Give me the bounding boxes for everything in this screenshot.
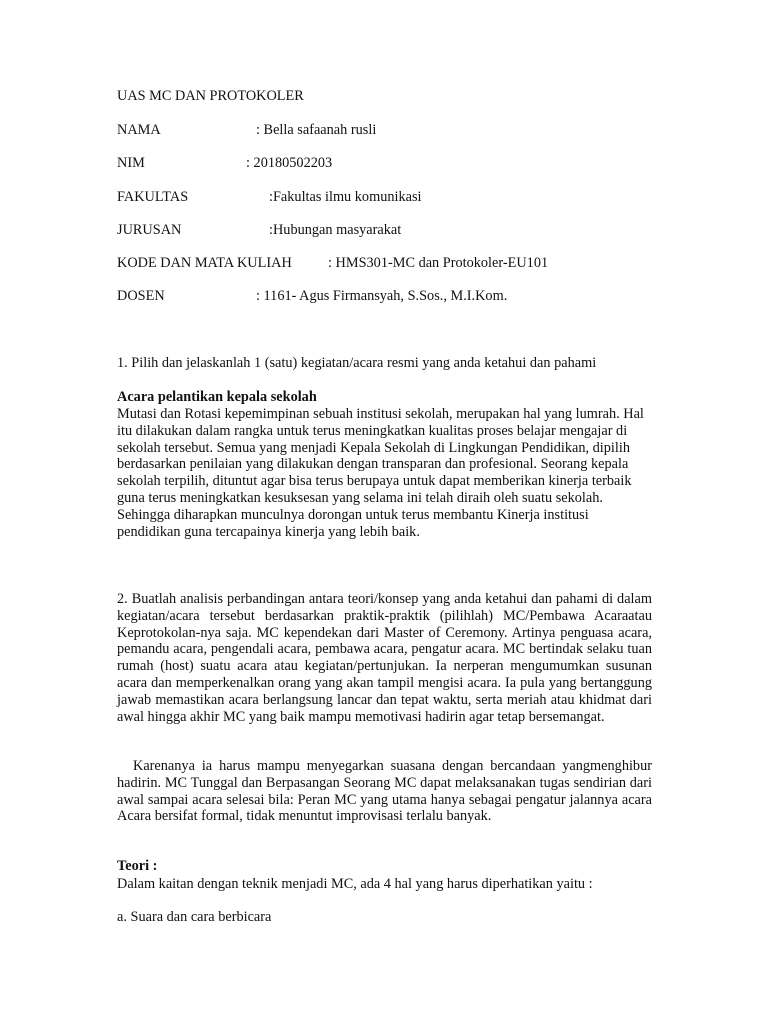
teori-intro: Dalam kaitan dengan teknik menjadi MC, ada 4 hal yang harus diperhatikan yaitu : (117, 876, 593, 892)
document-title: UAS MC DAN PROTOKOLER (117, 88, 304, 104)
answer-2-paragraph: Karenanya ia harus mampu menyegarkan suasana dengan bercandaan yangmenghibur hadirin. MC Tunggal dan Berpasangan Seorang MC dapat melaksanakan tugas sendirian dari awal sampai acara selesai bila: Peran MC yang utama hanya sebagai pengatur jalannya acara Acara bersifat formal, tidak menuntut improvisasi terlalu banyak. (117, 758, 652, 825)
question-2-paragraph: 2. Buatlah analisis perbandingan antara teori/konsep yang anda ketahui dan pahami di dalam kegiatan/acara tersebut berdasarkan praktik-praktik (pilihlah) MC/Pembawa Acaraatau Keprotokolan-nya saja. MC kependekan dari Master of Ceremony. Artinya penguasa acara, pemandu acara, pengendali acara, pembawa acara, pengatur acara. MC bertindak selaku tuan rumah (host) suatu acara atau kegiatan/pertunjukan. Ia nerperan mengumumkan susunan acara dan memperkenalkan orang yang akan tampil mengisi acara. Ia pula yang bertanggung jawab memastikan acara berlangsung lancar dan tepat waktu, serta meriah atau khidmat dari awal hingga akhir MC yang baik mampu memotivasi hadirin agar tetap bersemangat. (117, 591, 652, 725)
field-value: : 20180502203 (246, 155, 333, 171)
field-label: NIM (117, 155, 145, 171)
field-value: : Bella safaanah rusli (256, 122, 377, 138)
field-label: KODE DAN MATA KULIAH (117, 255, 292, 271)
field-label: NAMA (117, 122, 161, 138)
field-value: : 1161- Agus Firmansyah, S.Sos., M.I.Kom. (256, 288, 508, 304)
answer-1-paragraph: Mutasi dan Rotasi kepemimpinan sebuah institusi sekolah, merupakan hal yang lumrah. Hal itu dilakukan dalam rangka untuk terus meningkatkan kualitas proses belajar mengajar di sekolah tersebut. Semua yang menjadi Kepala Sekolah di Lingkungan Pendidikan, dipilih berdasarkan penilaian yang dilakukan dengan transparan dan profesional. Seorang kepala sekolah terpilih, dituntut agar bisa terus berupaya untuk dapat memberikan kinerja terbaik guna terus meningkatkan kesuksesan yang selama ini telah diraih oleh suatu sekolah. Sehingga diharapkan munculnya dorongan untuk terus membantu Kinerja institusi pendidikan guna tercapainya kinerja yang lebih baik. (117, 406, 644, 540)
field-label: DOSEN (117, 288, 165, 304)
field-label: FAKULTAS (117, 189, 189, 205)
field-value: : HMS301-MC dan Protokoler-EU101 (328, 255, 549, 271)
teori-heading: Teori : (117, 858, 158, 874)
section-heading: Acara pelantikan kepala sekolah (117, 389, 317, 405)
question-1: 1. Pilih dan jelaskanlah 1 (satu) kegiatan/acara resmi yang anda ketahui dan pahami (117, 355, 597, 371)
field-value: :Fakultas ilmu komunikasi (269, 189, 422, 205)
field-label: JURUSAN (117, 222, 182, 238)
field-value: :Hubungan masyarakat (269, 222, 402, 238)
teori-item-a: a. Suara dan cara berbicara (117, 909, 272, 925)
